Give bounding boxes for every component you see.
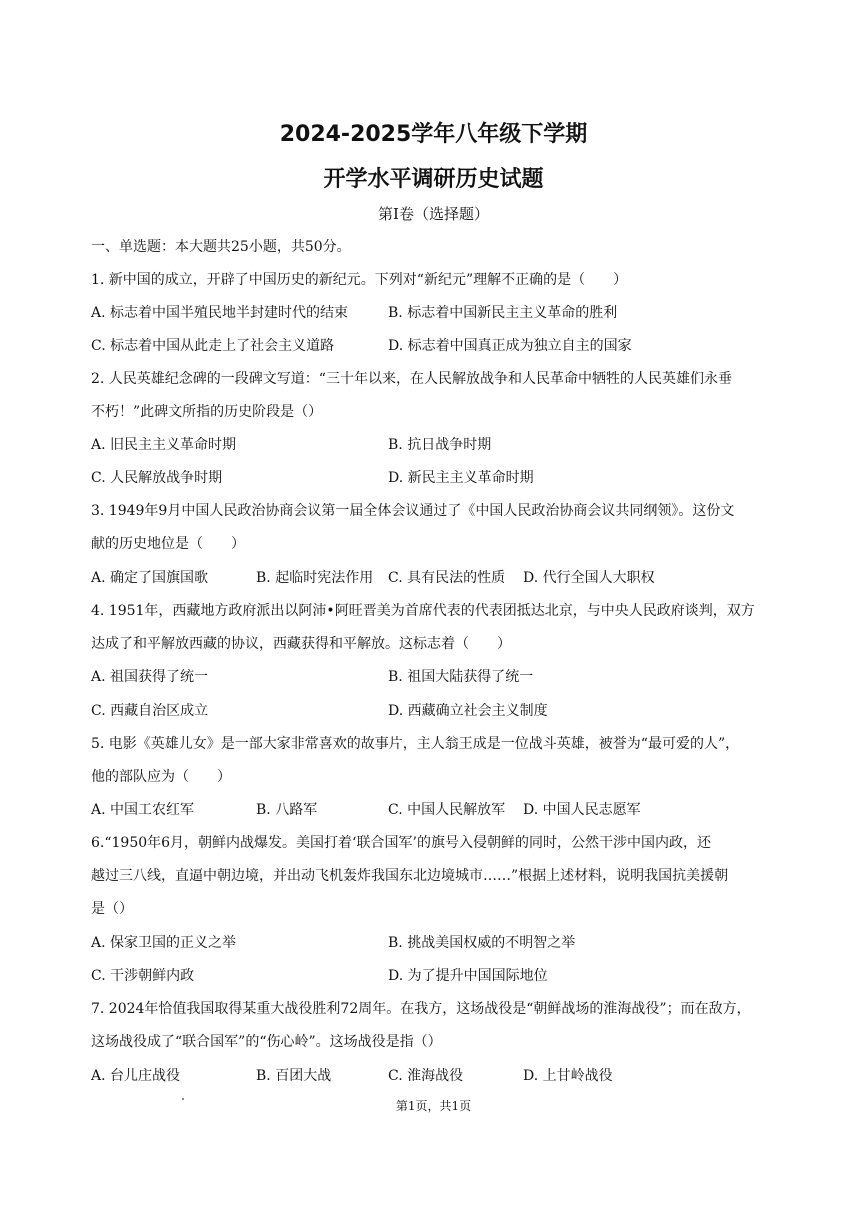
question-6-stem-line2: 越过三八线，直逼中朝边境，并出动飞机轰炸我国东北边境城市……”根据上述材料，说明我国抗美援朝 [91,868,729,884]
question-1-option-c: C. 标志着中国从此走上了社会主义道路 [91,338,335,354]
question-5-stem-line1: 5. 电影《英雄儿女》是一部大家非常喜欢的故事片，主人翁王成是一位战斗英雄，被誉为“最可爱的人”， [91,736,740,752]
question-7-option-a: A. 台儿庄战役 [91,1068,181,1084]
exam-title-line1: 2024-2025学年八年级下学期 [279,122,588,147]
question-7-stem-line2: 这场战役成了“联合国军”的“伤心岭”。这场战役是指（） [91,1034,442,1050]
question-6-stem-line1: 6.“1950年6月，朝鲜内战爆发。美国打着‘联合国军’的旗号入侵朝鲜的同时，公然干涉中国内政，还 [91,835,711,851]
question-3-option-b: B. 起临时宪法作用 [256,570,374,586]
question-6-option-c: C. 干涉朝鲜内政 [91,968,195,984]
question-4-option-b: B. 祖国大陆获得了统一 [388,669,534,685]
question-3-stem-line1: 3. 1949年9月中国人民政治协商会议第一届全体会议通过了《中国人民政治协商会议共同纲领》。这份文 [91,503,735,519]
question-6-option-b: B. 挑战美国权威的不明智之举 [388,935,576,951]
question-3-option-a: A. 确定了国旗国歌 [91,570,209,586]
question-4-option-a: A. 祖国获得了统一 [91,669,209,685]
question-5-option-a: A. 中国工农红军 [91,802,195,818]
question-2-option-d: D. 新民主主义革命时期 [388,470,534,486]
question-4-stem-line2: 达成了和平解放西藏的协议，西藏获得和平解放。这标志着（ ） [91,636,511,652]
question-6-option-d: D. 为了提升中国国际地位 [388,968,548,984]
question-5-stem-line2: 他的部队应为（ ） [91,769,231,785]
question-7-stem-line1: 7. 2024年恰值我国取得某重大战役胜利72周年。在我方，这场战役是“朝鲜战场的淮海战役”；而在敌方， [91,1001,751,1017]
question-1-stem: 1. 新中国的成立，开辟了中国历史的新纪元。下列对“新纪元”理解不正确的是（ ） [91,272,628,288]
question-4-option-d: D. 西藏确立社会主义制度 [388,703,548,719]
question-3-option-d: D. 代行全国人大职权 [523,570,655,586]
question-4-option-c: C. 西藏自治区成立 [91,703,209,719]
question-7-option-c: C. 淮海战役 [388,1068,464,1084]
exam-title-line2: 开学水平调研历史试题 [323,167,544,192]
question-5-option-d: D. 中国人民志愿军 [523,802,641,818]
question-7-option-b: B. 百团大战 [256,1068,332,1084]
question-1-option-a: A. 标志着中国半殖民地半封建时代的结束 [91,305,349,321]
question-5-option-b: B. 八路军 [256,802,318,818]
question-1-option-d: D. 标志着中国真正成为独立自主的国家 [388,338,632,354]
page-footer: 第1页，共1页 [395,1099,472,1113]
question-7-option-d: D. 上甘岭战役 [523,1068,613,1084]
question-3-option-c: C. 具有民法的性质 [388,570,506,586]
question-3-stem-line2: 献的历史地位是（ ） [91,536,245,552]
question-2-option-c: C. 人民解放战争时期 [91,470,223,486]
question-6-option-a: A. 保家卫国的正义之举 [91,935,237,951]
question-2-option-a: A. 旧民主主义革命时期 [91,437,237,453]
section-heading: 一、单选题：本大题共25小题，共50分。 [91,239,351,255]
question-5-option-c: C. 中国人民解放军 [388,802,506,818]
question-2-stem-line2: 不朽！”此碑文所指的历史阶段是（） [91,404,323,420]
question-4-stem-line1: 4. 1951年，西藏地方政府派出以阿沛•阿旺晋美为首席代表的代表团抵达北京，与中央人民政府谈判，双方 [91,603,755,619]
question-2-stem-line1: 2. 人民英雄纪念碑的一段碑文写道：“三十年以来，在人民解放战争和人民革命中牺牲的人民英雄们永垂 [91,371,732,387]
question-6-stem-line3: 是（） [91,901,133,917]
volume-subtitle: 第I卷（选择题） [378,205,489,223]
question-1-option-b: B. 标志着中国新民主主义革命的胜利 [388,305,618,321]
question-2-option-b: B. 抗日战争时期 [388,437,492,453]
